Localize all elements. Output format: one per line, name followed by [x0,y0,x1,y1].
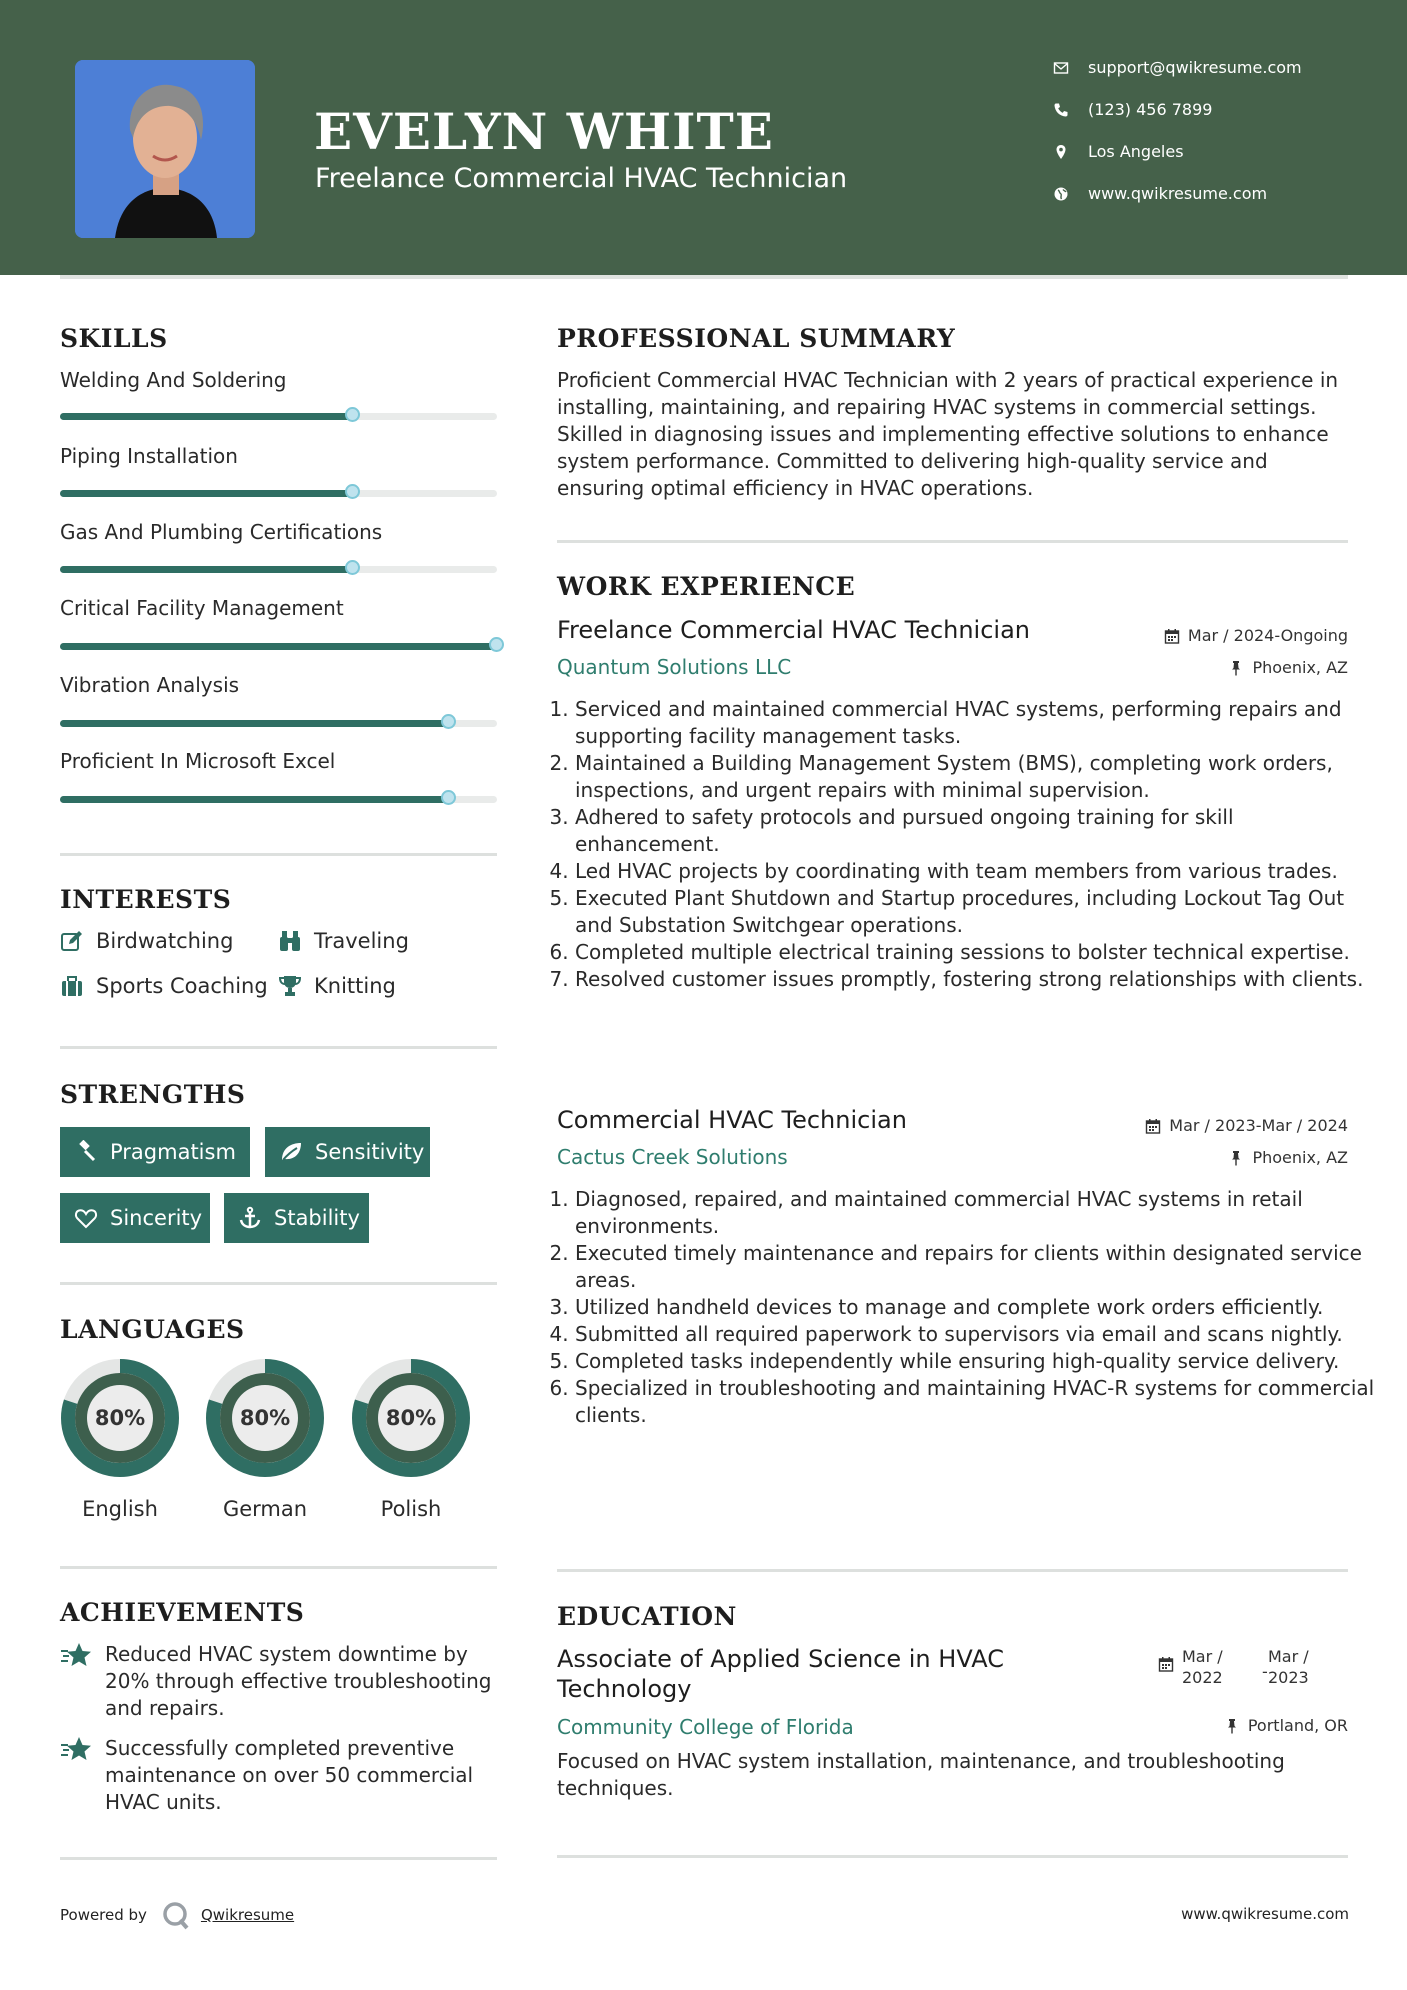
strengths-title: STRENGTHS [60,1080,246,1109]
header-divider [60,275,1348,279]
language-name: English [82,1497,158,1521]
globe-icon [1052,185,1070,203]
languages-title: LANGUAGES [60,1315,245,1344]
contact-website[interactable]: www.qwikresume.com [1052,184,1267,203]
skill-bar [60,490,497,497]
job-dates: Mar / 2024-Ongoing [1164,626,1348,645]
education-date-separator: - [1262,1662,1268,1681]
skill-bar-fill [60,413,353,420]
skill-bar [60,720,497,727]
skill-bar [60,413,497,420]
language-percent: 80% [239,1406,291,1430]
job-bullet: 2. Maintained a Building Management System (BMS), completing work orders, inspections, and urgent repairs with minimal supervision. [575,750,1375,804]
skill-bar-knob [441,790,456,805]
section-divider [557,540,1348,543]
job-location: Phoenix, AZ [1228,1148,1348,1167]
job-bullet: 2. Executed timely maintenance and repairs for clients within designated service areas. [575,1240,1375,1294]
job-bullet: 3. Utilized handheld devices to manage and complete work orders efficiently. [575,1294,1375,1321]
education-degree: Associate of Applied Science in HVAC Technology [557,1645,1004,1703]
skill-bar-fill [60,643,497,650]
skill-bar-knob [345,484,360,499]
job-bullets [557,1186,1375,1429]
interest-item: Birdwatching [60,929,233,953]
skill-label: Welding And Soldering [60,368,287,392]
language-name: German [222,1497,308,1521]
interest-item: Knitting [278,974,396,998]
anchor-icon [238,1206,262,1230]
achievement-item: Successfully completed preventive maintenance on over 50 commercial HVAC units. [60,1735,505,1816]
education-description: Focused on HVAC system installation, maintenance, and troubleshooting techniques. [557,1749,1285,1800]
skill-label: Gas And Plumbing Certifications [60,520,383,544]
strength-badge: Pragmatism [60,1127,250,1177]
skill-label: Critical Facility Management [60,596,344,620]
pushpin-icon [1224,1718,1240,1734]
skill-label: Piping Installation [60,444,238,468]
contact-phone[interactable]: (123) 456 7899 [1052,100,1212,119]
language-percent: 80% [385,1406,437,1430]
strength-badge: Sincerity [60,1193,210,1243]
interest-item: Sports Coaching [60,974,268,998]
heart-icon [74,1206,98,1230]
section-divider [557,1855,1348,1858]
contact-email[interactable]: support@qwikresume.com [1052,58,1302,77]
portrait-image [75,60,255,238]
language-item [350,1357,472,1521]
qwikresume-logo-icon [161,1900,191,1930]
skill-bar-fill [60,566,353,573]
skill-label: Proficient In Microsoft Excel [60,749,336,773]
achievements-title: ACHIEVEMENTS [60,1598,305,1627]
leaf-icon [279,1140,303,1164]
phone-icon [1052,101,1070,119]
candidate-role: Freelance Commercial HVAC Technician [315,163,848,194]
skill-bar-knob [345,560,360,575]
language-item [204,1357,326,1521]
job-company: Cactus Creek Solutions [557,1145,788,1169]
summary-text: Proficient Commercial HVAC Technician with 2 years of practical experience in installing, maintaining, and repairing HVAC systems in commercial settings. Skilled in diagnosing issues and implementing effective solutions to enhance system performance. Committed to delivering high-quality service and ensuring optimal efficiency in HVAC operations. [557,368,1339,500]
skill-bar-knob [441,714,456,729]
profile-photo [75,60,255,238]
job-bullet: 5. Executed Plant Shutdown and Startup procedures, including Lockout Tag Out and Substation Switchgear operations. [575,885,1375,939]
powered-by-text: Powered by [60,1906,147,1924]
gavel-icon [74,1140,98,1164]
section-divider [60,1046,497,1049]
summary-title: PROFESSIONAL SUMMARY [557,324,956,353]
interest-item: Traveling [278,929,409,953]
job-title: Commercial HVAC Technician [557,1106,907,1134]
section-divider [557,1569,1348,1572]
education-school: Community College of Florida [557,1715,854,1739]
job-company: Quantum Solutions LLC [557,655,792,679]
skill-bar-knob [345,407,360,422]
job-bullet: 7. Resolved customer issues promptly, fostering strong relationships with clients. [575,966,1375,993]
envelope-icon [1052,59,1070,77]
experience-title: WORK EXPERIENCE [557,572,856,601]
job-bullet: 4. Led HVAC projects by coordinating with team members from various trades. [575,858,1375,885]
job-title: Freelance Commercial HVAC Technician [557,616,1031,644]
calendar-icon [1164,628,1180,644]
section-divider [60,1282,497,1285]
strength-badge: Sensitivity [265,1127,430,1177]
calendar-icon [1145,1118,1161,1134]
footer-branding [60,1900,294,1930]
job-bullet: 4. Submitted all required paperwork to supervisors via email and scans nightly. [575,1321,1375,1348]
contact-location: Los Angeles [1052,142,1184,161]
skill-bar-fill [60,796,449,803]
job-bullet: 6. Specialized in troubleshooting and maintaining HVAC-R systems for commercial clients. [575,1375,1375,1429]
pushpin-icon [1228,660,1244,676]
job-location: Phoenix, AZ [1228,658,1348,677]
job-bullet: 5. Completed tasks independently while ensuring high-quality service delivery. [575,1348,1375,1375]
job-bullet: 1. Diagnosed, repaired, and maintained commercial HVAC systems in retail environments. [575,1186,1375,1240]
education-title: EDUCATION [557,1602,737,1631]
section-divider [60,853,497,856]
education-date-start: Mar / 2022 [1182,1647,1223,1687]
pencil-square-icon [60,929,84,953]
education-location: Portland, OR [1224,1716,1348,1735]
language-percent: 80% [94,1406,146,1430]
job-bullets [557,696,1375,993]
section-divider [60,1566,497,1569]
language-item [59,1357,181,1521]
skill-bar [60,643,497,650]
star-icon [60,1641,92,1671]
resume-header [0,0,1407,275]
education-date-end: Mar / 2023 [1268,1647,1309,1687]
skill-bar-fill [60,490,353,497]
job-bullet: 3. Adhered to safety protocols and pursued ongoing training for skill enhancement. [575,804,1375,858]
achievement-item: Reduced HVAC system downtime by 20% through effective troubleshooting and repairs. [60,1641,505,1722]
job-dates: Mar / 2023-Mar / 2024 [1145,1116,1348,1135]
strength-badge: Stability [224,1193,369,1243]
skill-bar-fill [60,720,449,727]
calendar-icon [1158,1656,1174,1672]
binoculars-icon [278,929,302,953]
pushpin-icon [1228,1150,1244,1166]
skill-bar [60,796,497,803]
footer-website[interactable]: www.qwikresume.com [1181,1905,1349,1923]
candidate-name: EVELYN WHITE [314,102,774,161]
language-name: Polish [380,1497,442,1521]
trophy-icon [278,974,302,998]
job-bullet: 1. Serviced and maintained commercial HVAC systems, performing repairs and supporting facility management tasks. [575,696,1375,750]
briefcase-icon [60,974,84,998]
star-icon [60,1735,92,1765]
skill-bar-knob [489,637,504,652]
skill-bar [60,566,497,573]
interests-title: INTERESTS [60,885,232,914]
section-divider [60,1857,497,1860]
skill-label: Vibration Analysis [60,673,240,697]
map-marker-icon [1052,143,1070,161]
brand-link[interactable]: Qwikresume [200,1906,295,1924]
skills-title: SKILLS [60,324,168,353]
job-bullet: 6. Completed multiple electrical training sessions to bolster technical expertise. [575,939,1375,966]
